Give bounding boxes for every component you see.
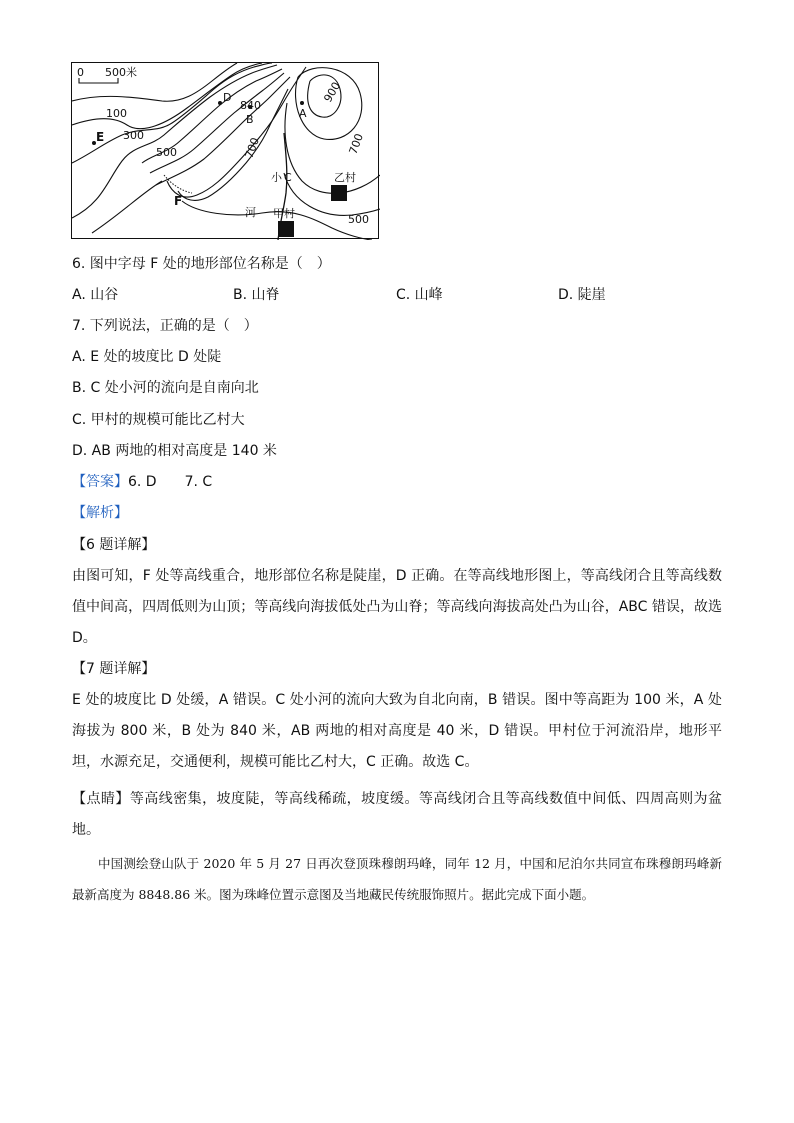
point-b-label: B [246,113,254,126]
tip-tag: 【点睛】 [72,791,130,807]
tip-text: 等高线密集，坡度陡，等高线稀疏，坡度缓。等高线闭合且等高线数值中间低、四周高则为盆地。 [72,791,723,838]
contour-label-500-east: 500 [348,213,369,226]
river-big-label: 河 [245,206,256,219]
contour-label-840: 840 [240,99,261,112]
tip-paragraph [72,784,722,846]
point-d-label: D [223,91,232,104]
q7-option-d: D. AB 两地的相对高度是 140 米 [72,443,277,459]
contour-map-figure [71,62,379,239]
detail-6-title: 【6 题详解】 [72,537,156,553]
next-passage-intro: 中国测绘登山队于 2020 年 5 月 27 日再次登顶珠穆朗玛峰，同年 12 月，中国和尼泊尔共同宣布珠穆朗玛峰新最新高度为 8848.86 米。图为珠峰位置示意图及当地藏民传统服饰照片。据此完成下面小题。 [72,856,722,902]
contour-label-300: 300 [123,129,144,142]
detail-6-text: 由图可知，F 处等高线重合，地形部位名称是陡崖，D 正确。在等高线地形图上，等高线闭合且等高线数值中间高，四周低则为山顶；等高线向海拔低处凸为山脊；等高线向海拔高处凸为山谷，ABC 错误，故选 D。 [72,568,722,646]
river-small-label: 小 [271,171,282,184]
contour-label-900: 900 [321,79,344,105]
contour-line [296,68,362,140]
question-6-stem: 6. 图中字母 F 处的地形部位名称是（ ） [72,256,331,272]
contour-label-700-west: 700 [242,135,263,161]
village-jia-marker [278,221,294,237]
village-jia-label: 甲村 [273,207,295,220]
contour-line [72,63,262,129]
answer-text: 6. D 7. C [128,474,213,490]
point-d-dot [218,101,222,105]
village-yi-marker [331,185,347,201]
q7-option-b: B. C 处小河的流向是自南向北 [72,380,259,396]
answer-tag: 【答案】 [72,474,128,490]
detail-7-title: 【7 题详解】 [72,661,156,677]
analysis-tag: 【解析】 [72,505,128,521]
village-yi-label: 乙村 [334,171,356,184]
q6-option-a: A. 山谷 [72,287,119,303]
q6-option-b: B. 山脊 [233,287,280,303]
contour-label-100: 100 [106,107,127,120]
point-a-dot [300,101,304,105]
contour-label-500: 500 [156,146,177,159]
answer-line [72,472,212,492]
q7-option-a: A. E 处的坡度比 D 处陡 [72,349,222,365]
point-a-label: A [299,107,307,120]
contour-line [92,181,162,233]
contour-label-700-east: 700 [346,131,367,157]
point-c-label: C [284,171,292,184]
scale-zero-label: 0 [77,66,84,79]
point-e-label: E [96,130,105,144]
contour-map-svg [72,63,380,240]
point-f-label: F [174,194,183,208]
question-7-stem: 7. 下列说法，正确的是（ ） [72,318,258,334]
scale-length-label: 500米 [105,66,137,79]
q6-option-d: D. 陡崖 [558,287,606,303]
detail-7-text: E 处的坡度比 D 处缓，A 错误。C 处小河的流向大致为自北向南，B 错误。图中等高距为 100 米，A 处海拔为 800 米，B 处为 840 米，AB 两地的相对高度是 40 米，D 错误。甲村位于河流沿岸，地形平坦，水源充足，交通便利，规模可能比乙村大，C 正确。故选 C。 [72,692,722,770]
q6-option-c: C. 山峰 [396,287,443,303]
q7-option-c: C. 甲村的规模可能比乙村大 [72,412,245,428]
